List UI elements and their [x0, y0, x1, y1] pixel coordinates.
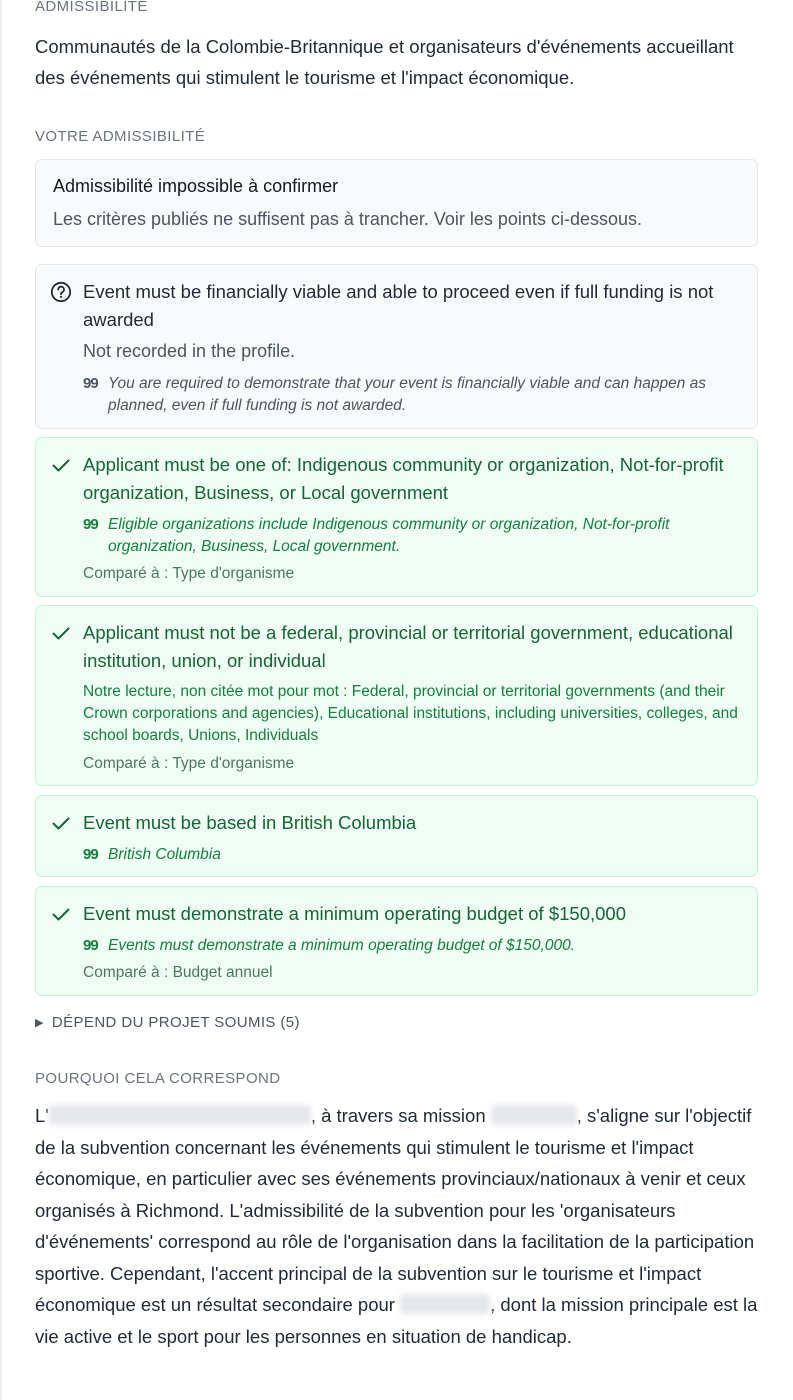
criterion-quote: 99 British Columbia — [83, 844, 723, 866]
criterion-card-location — [35, 795, 758, 877]
eligibility-description: Communautés de la Colombie-Britannique et organisateurs d'événements accueillant des événements qui stimulent le tourisme et l'impact économique. — [35, 36, 734, 88]
criterion-quote: 99 Events must demonstrate a minimum operating budget of $150,000. — [83, 935, 723, 957]
redacted-org-short — [400, 1294, 490, 1314]
quote-icon: 99 — [83, 516, 98, 533]
criterion-card-financial-viability — [35, 264, 758, 429]
check-icon — [50, 903, 72, 925]
why-paragraph: L' , à travers sa mission , s'aligne sur l'objectif de la subvention concernant les événements qui stimulent le tourisme et l'impact économique, en particulier avec ses événements provinciaux/nationaux à venir et ceux organisés à Richmond. L'admissibilité de la subvention pour les 'organisateurs d'événements' correspond au rôle de l'organisation dans la facilitation de la participation sportive. Cependant, l'accent principal de la subvention sur le tourisme et l'impact économique est un résultat secondaire pour , dont la mission principale est la vie active et le sport pour les personnes en situation de handicap. — [35, 1105, 758, 1347]
depends-label: DÉPEND DU PROJET SOUMIS (5) — [51, 1014, 300, 1031]
quote-icon: 99 — [83, 846, 98, 863]
caret-right-icon: ▶ — [35, 1017, 44, 1029]
criterion-compared: Comparé à : Type d'organisme — [83, 755, 295, 772]
criterion-quote: 99 You are required to demonstrate that your event is financially viable and can happen as planned, even if full funding is not awarded. — [83, 375, 706, 414]
criterion-title: Event must demonstrate a minimum operating budget of $150,000 — [83, 903, 626, 924]
redacted-org-name — [49, 1105, 311, 1125]
criterion-card-budget — [35, 886, 758, 996]
check-icon — [50, 454, 72, 476]
criterion-compared: Comparé à : Budget annuel — [83, 964, 273, 981]
criterion-title: Event must be financially viable and able to proceed even if full funding is not awarded — [83, 281, 714, 330]
why-heading: POURQUOI CELA CORRESPOND — [35, 1070, 281, 1087]
summary-title: Admissibilité impossible à confirmer — [53, 176, 339, 196]
summary-text: Les critères publiés ne suffisent pas à trancher. Voir les points ci-dessous. — [53, 209, 642, 229]
criterion-card-applicant-exclusions — [35, 605, 758, 786]
check-icon — [50, 622, 72, 644]
criterion-card-applicant-type — [35, 437, 758, 597]
eligibility-summary-card — [35, 159, 758, 247]
criterion-note: Not recorded in the profile. — [83, 341, 296, 361]
criterion-title: Applicant must not be a federal, provincial or territorial government, educational institution, union, or individual — [83, 622, 733, 671]
check-icon — [50, 812, 72, 834]
criterion-title: Event must be based in British Columbia — [83, 812, 417, 833]
quote-icon: 99 — [83, 375, 98, 392]
redacted-mission — [491, 1105, 577, 1125]
depends-on-project-toggle[interactable] — [35, 1014, 300, 1031]
eligibility-heading: ADMISSIBILITE — [35, 0, 148, 15]
criterion-reading: Notre lecture, non citée mot pour mot : Federal, provincial or territorial governments (and their Crown corporations and agencies), Educational institutions, including universities, colleges, and school boards, Unions, Individuals — [83, 683, 738, 744]
left-border — [0, 0, 2, 1400]
your-eligibility-heading: VOTRE ADMISSIBILITÉ — [35, 128, 206, 145]
criterion-compared: Comparé à : Type d'organisme — [83, 565, 295, 582]
criterion-title: Applicant must be one of: Indigenous community or organization, Not-for-profit organization, Business, or Local government — [83, 454, 724, 503]
criterion-quote: 99 Eligible organizations include Indigenous community or organization, Not-for-profit organization, Business, Local government. — [83, 516, 670, 555]
question-circle-icon — [50, 281, 72, 303]
quote-icon: 99 — [83, 937, 98, 954]
